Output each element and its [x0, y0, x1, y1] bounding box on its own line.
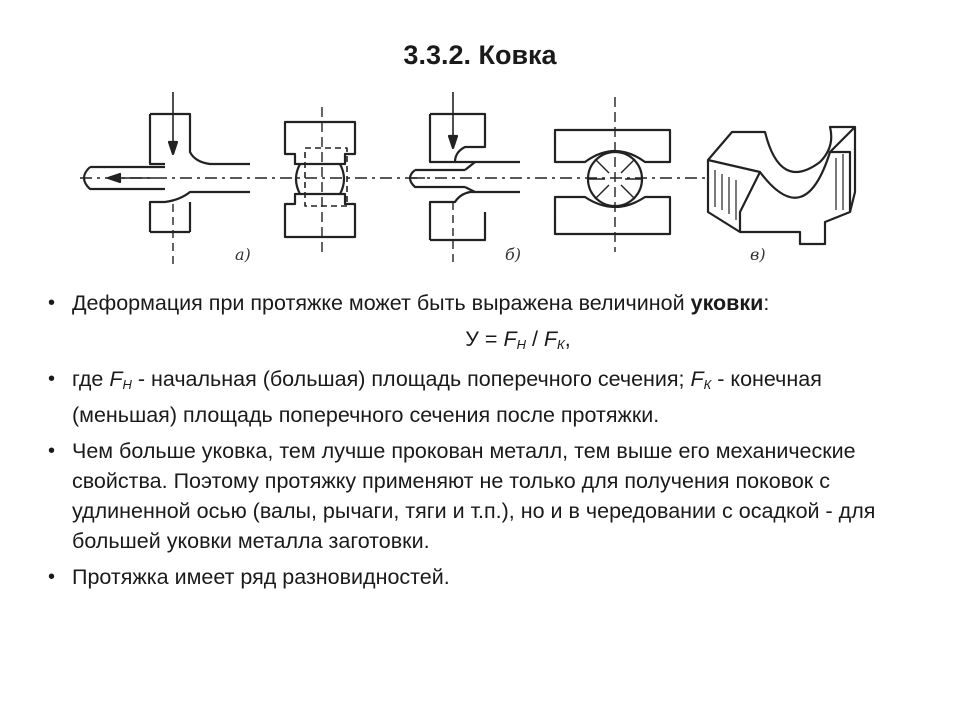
bullet-text: где [72, 367, 110, 391]
bullet-text: Чем больше уковка, тем лучше прокован металл, тем выше его механические свойства. Поэтому протяжку применяют не только для получения поковок с удлиненной осью (валы, рычаги, тяги и т.п.), но и в чередовании с осадкой - для большей уковки металла заготовки. [72, 439, 876, 553]
formula-sub2: К [557, 337, 565, 352]
bullet-var-sub: Н [122, 377, 132, 392]
formula-f1: F [503, 327, 517, 351]
figure-a-side-view [84, 92, 250, 267]
bullet-dot-icon: • [48, 292, 56, 314]
caption-c: в) [750, 245, 766, 264]
bullet-item [48, 288, 928, 318]
bullet-dot-icon: • [48, 368, 56, 390]
formula-lhs: У = [465, 327, 504, 351]
bullet-dot-icon: • [48, 566, 56, 588]
figure-c-v-die [708, 127, 855, 244]
bullet-bold-term: уковки [690, 291, 764, 315]
caption-b: б) [505, 245, 522, 264]
formula-sub1: Н [516, 337, 526, 352]
bullet-item [48, 364, 928, 430]
forging-diagram-svg [60, 92, 900, 270]
bullet-text: - начальная (большая) площадь поперечного сечения; [131, 367, 691, 391]
caption-a: а) [235, 245, 251, 264]
bullet-var-sub: К [703, 377, 712, 392]
bullet-item [48, 562, 928, 592]
bullet-punct: : [763, 291, 770, 315]
bullet-text: Протяжка имеет ряд разновидностей. [72, 565, 450, 589]
slide-title: 3.3.2. Ковка [403, 40, 557, 70]
figure-a-front-view [285, 107, 355, 257]
bullet-var: F [690, 367, 704, 391]
figure-b-side-view [410, 92, 520, 267]
bullet-text: Деформация при протяжке может быть выражена величиной [72, 291, 685, 315]
bullet-text: - конечная (меньшая) площадь поперечного сечения после протяжки. [72, 367, 822, 427]
formula [48, 324, 928, 360]
bullet-item [48, 436, 928, 556]
slide-content [48, 288, 928, 598]
figure-b-front-view [555, 97, 670, 252]
formula-end: , [564, 327, 571, 351]
formula-slash: / [525, 327, 544, 351]
bullet-dot-icon: • [48, 440, 56, 462]
formula-f2: F [543, 327, 558, 351]
bullet-var: F [109, 367, 123, 391]
forging-diagram [60, 92, 900, 270]
